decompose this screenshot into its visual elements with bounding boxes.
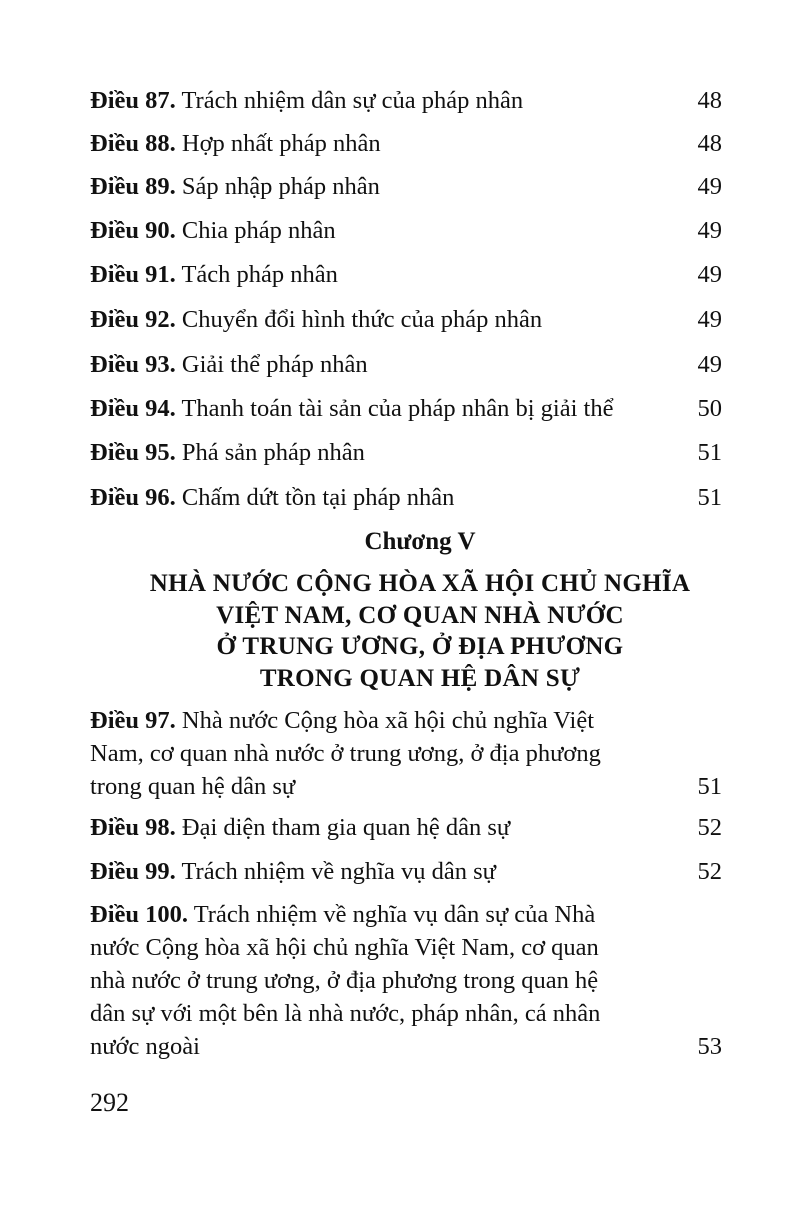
toc-entry-99 [90,850,722,894]
toc-entry-88 [90,122,722,166]
article-number: Điều 97. [90,707,176,734]
chapter-label: Chương V [364,528,476,555]
page-ref: 49 [697,217,722,244]
article-title: Sáp nhập pháp nhân [181,173,380,200]
entry-line: Điều 100. Trách nhiệm về nghĩa vụ dân sự của Nhà [90,901,596,928]
article-title: Giải thể pháp nhân [181,351,368,378]
article-title: Trách nhiệm về nghĩa vụ dân sự [181,858,496,885]
page-ref: 48 [697,87,722,114]
article-number: Điều 96. [90,484,176,511]
entry-line: Nam, cơ quan nhà nước ở trung ương, ở địa phương [90,740,601,767]
page-ref: 52 [697,814,722,841]
toc-entry-93 [90,343,722,387]
article-number: Điều 90. [90,217,176,244]
toc-entry-90 [90,209,722,253]
article-title: Chấm dứt tồn tại pháp nhân [181,484,455,511]
toc-entry-91 [90,253,722,297]
entry-line: dân sự với một bên là nhà nước, pháp nhân, cá nhân [90,1000,601,1027]
chapter-title-line: Ở TRUNG ƯƠNG, Ở ĐỊA PHƯƠNG [216,633,624,660]
page-ref: 49 [697,261,722,288]
article-number: Điều 92. [90,306,176,333]
article-title: Phá sản pháp nhân [181,439,365,466]
article-number: Điều 93. [90,351,176,378]
page-ref: 50 [697,395,722,422]
article-title: Đại diện tham gia quan hệ dân sự [181,814,511,841]
page-ref: 52 [697,858,722,885]
article-number: Điều 94. [90,395,176,422]
toc-entry-89 [90,165,722,209]
article-number: Điều 87. [90,87,176,114]
entry-line: nước ngoài [90,1033,200,1060]
article-number: Điều 89. [90,173,176,200]
article-number: Điều 98. [90,814,176,841]
entry-line: trong quan hệ dân sự [90,773,296,800]
article-number: Điều 99. [90,858,176,885]
page-ref: 51 [697,439,722,466]
page-ref: 53 [697,1033,722,1060]
article-number: Điều 91. [90,261,176,288]
chapter-title-line: NHÀ NƯỚC CỘNG HÒA XÃ HỘI CHỦ NGHĨA [149,570,691,597]
article-number: Điều 88. [90,130,176,157]
entry-line: nhà nước ở trung ương, ở địa phương trong quan hệ [90,967,599,994]
chapter-title [60,568,780,694]
toc-entry-94 [90,387,722,431]
article-number: Điều 100. [90,901,188,928]
article-title: Trách nhiệm dân sự của pháp nhân [181,87,524,114]
toc-entry-92 [90,298,722,342]
toc-entry-95 [90,431,722,475]
article-number: Điều 95. [90,439,176,466]
article-title: Thanh toán tài sản của pháp nhân bị giải thể [181,395,614,422]
chapter-title-line: TRONG QUAN HỆ DÂN SỰ [259,664,581,692]
article-title: Chia pháp nhân [181,217,336,244]
chapter-title-line: VIỆT NAM, CƠ QUAN NHÀ NƯỚC [216,601,624,629]
article-title: Tách pháp nhân [181,261,338,288]
article-title: Chuyển đổi hình thức của pháp nhân [181,306,543,333]
toc-entry-87 [90,79,722,123]
toc-entry-96 [90,476,722,520]
page-ref: 48 [697,130,722,157]
page-ref: 51 [697,484,722,511]
article-title: Hợp nhất pháp nhân [181,130,381,157]
page-ref: 51 [697,773,722,800]
page-ref: 49 [697,173,722,200]
toc-entry-100 [90,898,722,1063]
page-ref: 49 [697,306,722,333]
page-ref: 49 [697,351,722,378]
entry-line: nước Cộng hòa xã hội chủ nghĩa Việt Nam, cơ quan [90,934,599,961]
entry-line: Điều 97. Nhà nước Cộng hòa xã hội chủ nghĩa Việt [90,707,595,734]
toc-entry-98 [90,806,722,850]
toc-entry-97 [90,704,722,803]
page-number: 292 [90,1088,129,1117]
